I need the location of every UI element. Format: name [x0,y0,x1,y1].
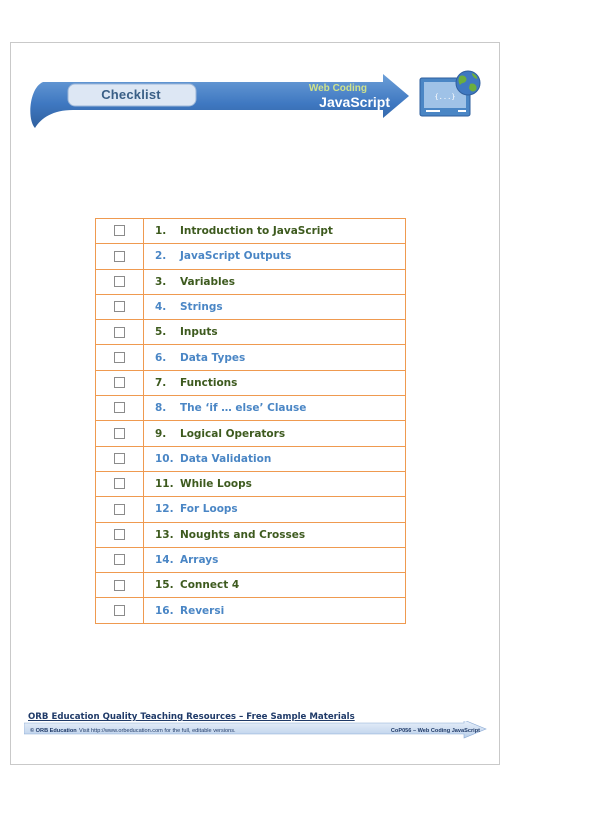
checklist-row [96,598,406,623]
checklist-item [144,497,406,522]
item-title: Arrays [180,554,219,566]
checklist-item [144,345,406,370]
checkbox-cell [96,471,144,496]
checkbox-cell [96,598,144,623]
checklist-row [96,446,406,471]
item-number: 11. [155,478,174,491]
item-title: While Loops [180,478,252,491]
item-title: Functions [180,376,238,389]
checklist-checkbox[interactable] [114,580,125,591]
item-number: 1. [155,225,167,238]
checklist-checkbox[interactable] [114,554,125,565]
checklist-item [144,547,406,572]
checklist-row [96,219,406,244]
checklist-row [96,421,406,446]
item-number: 6. [155,351,167,364]
checklist-row [96,547,406,572]
checklist-checkbox[interactable] [114,276,125,287]
checklist-checkbox[interactable] [114,225,125,236]
checkbox-cell [96,294,144,319]
item-title: Data Types [180,351,246,364]
checklist-row [96,370,406,395]
checkbox-cell [96,497,144,522]
checklist-checkbox[interactable] [114,377,125,388]
checklist-checkbox[interactable] [114,478,125,489]
item-number: 2. [155,250,167,263]
item-number: 7. [155,376,167,389]
item-number: 4. [155,301,167,314]
item-number: 3. [155,275,167,288]
checkbox-cell [96,396,144,421]
checklist-item [144,320,406,345]
checklist-body [96,219,406,624]
item-number: 15. [155,579,174,592]
checklist-row [96,396,406,421]
item-title: The ‘if … else’ Clause [180,402,307,415]
course-title: JavaScript [319,94,390,110]
monitor-screen-text: {...} [434,93,456,101]
item-title: Connect 4 [180,579,240,592]
checklist-row [96,471,406,496]
checklist-checkbox[interactable] [114,352,125,363]
item-title: Noughts and Crosses [180,528,306,541]
checklist-row [96,269,406,294]
checklist-row [96,294,406,319]
checkbox-cell [96,547,144,572]
monitor-globe-icon [418,70,488,122]
checklist-row [96,497,406,522]
checklist-checkbox[interactable] [114,251,125,262]
checklist-item [144,370,406,395]
checklist-item [144,294,406,319]
item-title: Inputs [180,326,218,339]
checklist-checkbox[interactable] [114,605,125,616]
checklist-checkbox[interactable] [114,504,125,515]
checklist-row [96,244,406,269]
checklist-row [96,345,406,370]
item-number: 12. [155,503,174,516]
footer-copyright: © ORB Education [30,728,77,734]
item-number: 16. [155,604,174,617]
checklist-checkbox[interactable] [114,529,125,540]
item-title: Logical Operators [180,427,286,440]
item-title: For Loops [180,503,238,516]
item-number: 9. [155,427,167,440]
footer-visit-link-text: Visit http://www.orbeducation.com for the full, editable versions. [79,728,236,734]
checklist-checkbox[interactable] [114,402,125,413]
checklist-item [144,598,406,623]
checklist-row [96,320,406,345]
checklist-checkbox[interactable] [114,453,125,464]
checklist-row [96,522,406,547]
checkbox-cell [96,244,144,269]
checklist-item [144,244,406,269]
checklist-checkbox[interactable] [114,301,125,312]
checkbox-cell [96,269,144,294]
checkbox-cell [96,345,144,370]
item-number: 10. [155,452,174,465]
checklist-item [144,446,406,471]
item-title: Strings [180,301,223,314]
checkbox-cell [96,446,144,471]
checklist-item [144,471,406,496]
course-subtitle: Web Coding [308,83,367,94]
item-title: Introduction to JavaScript [180,225,333,238]
checklist-item [144,396,406,421]
checkbox-cell [96,421,144,446]
checklist-checkbox[interactable] [114,327,125,338]
item-number: 14. [155,554,174,566]
item-title: JavaScript Outputs [180,250,292,263]
item-number: 5. [155,326,167,339]
checklist-row [96,573,406,598]
checkbox-cell [96,219,144,244]
footer-title: ORB Education Quality Teaching Resources – Free Sample Materials [28,712,355,722]
item-title: Variables [180,275,235,288]
checkbox-cell [96,370,144,395]
checkbox-cell [96,522,144,547]
checklist-item [144,421,406,446]
item-title: Reversi [180,604,225,617]
item-title: Data Validation [180,452,272,465]
checklist-item [144,522,406,547]
checklist-item [144,219,406,244]
checklist-chip: Checklist [101,87,161,102]
checklist-checkbox[interactable] [114,428,125,439]
checkbox-cell [96,573,144,598]
footer-product-code: CoP056 – Web Coding JavaScript [390,728,480,734]
checklist-table [95,218,406,624]
checkbox-cell [96,320,144,345]
checklist-item [144,573,406,598]
item-number: 13. [155,528,174,541]
item-number: 8. [155,402,167,415]
checklist-item [144,269,406,294]
